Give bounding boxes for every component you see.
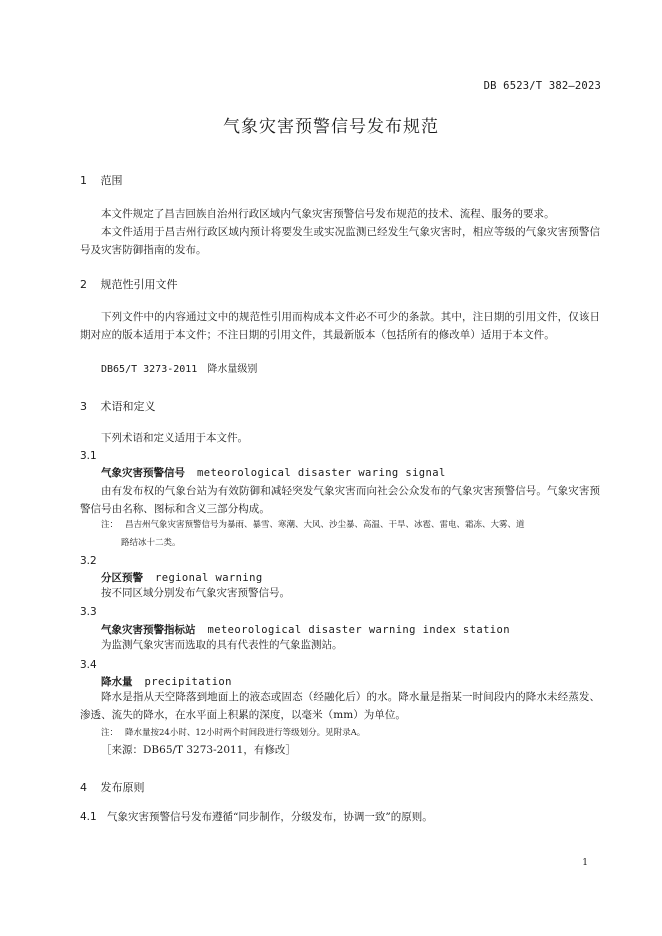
section-number: 1: [80, 174, 87, 187]
section-2-heading: [80, 276, 178, 292]
section-title: 发布原则: [100, 781, 145, 794]
section-4-heading: [80, 779, 145, 795]
section-title: 术语和定义: [100, 400, 156, 413]
term-3-2-definition: 按不同区域分别发布气象灾害预警信号。: [101, 587, 290, 599]
note-text: 降水量按24小时、12小时两个时间段进行等级划分。见附录A。: [125, 728, 366, 738]
note-label: 注：: [101, 728, 119, 738]
page-number: 1: [582, 858, 588, 868]
section-title: 规范性引用文件: [100, 278, 178, 291]
note-text-line-1: 昌吉州气象灾害预警信号为暴雨、暴雪、寒潮、大风、沙尘暴、高温、干旱、冰雹、雷电、霜冻、大雾、道: [125, 520, 525, 530]
section-2-paragraph-1: 下列文件中的内容通过文中的规范性引用而构成本文件必不可少的条款。其中，注日期的引用文件，仅该日期对应的版本适用于本文件；不注日期的引用文件，其最新版本（包括所有的修改单）适用于本文件。: [80, 311, 600, 341]
section-1-paragraph-1: 本文件规定了昌吉回族自治州行政区域内气象灾害预警信号发布规范的技术、流程、服务的要求。: [101, 208, 555, 220]
section-number: 2: [80, 278, 87, 291]
clause-4-1-number: 4.1: [80, 811, 97, 823]
term-3-2: [101, 570, 263, 585]
term-3-4: [101, 674, 232, 689]
term-3-4-number: 3.4: [80, 659, 97, 671]
term-name-en: regional warning: [155, 572, 263, 584]
term-3-1-definition: 由有发布权的气象台站为有效防御和减轻突发气象灾害而向社会公众发布的气象灾害预警信号。气象灾害预警信号由名称、图标和含义三部分构成。: [80, 485, 600, 515]
clause-4-1-text: 气象灾害预警信号发布遵循“同步制作，分级发布，协调一致”的原则。: [107, 811, 433, 823]
term-name-en: meteorological disaster warning index station: [207, 624, 510, 636]
note-text-line-2: 路结冰十二类。: [121, 538, 181, 548]
document-title: 气象灾害预警信号发布规范: [223, 117, 439, 137]
term-3-3-definition: 为监测气象灾害而选取的具有代表性的气象监测站。: [101, 639, 343, 651]
term-3-1-number: 3.1: [80, 450, 97, 462]
term-name-zh: 降水量: [101, 676, 133, 688]
term-name-zh: 气象灾害预警信号: [101, 467, 185, 479]
term-3-4-note: [101, 724, 601, 742]
term-3-3-number: 3.3: [80, 606, 97, 618]
term-name-en: precipitation: [144, 676, 232, 688]
term-name-zh: 气象灾害预警指标站: [101, 624, 196, 636]
section-1-heading: [80, 172, 123, 188]
term-name-zh: 分区预警: [101, 572, 143, 584]
section-3-intro: 下列术语和定义适用于本文件。: [101, 432, 248, 444]
section-title: 范围: [100, 174, 123, 187]
section-number: 3: [80, 400, 87, 413]
normative-reference: DB65/T 3273-2011 降水量级别: [101, 364, 258, 375]
term-3-4-definition: 降水是指从天空降落到地面上的液态或固态（经融化后）的水。降水量是指某一时间段内的降水未经蒸发、渗透、流失的降水，在水平面上积累的深度，以毫米（mm）为单位。: [80, 691, 600, 721]
term-3-2-number: 3.2: [80, 555, 97, 567]
section-number: 4: [80, 781, 87, 794]
note-label: 注：: [101, 520, 119, 530]
term-3-4-source: ［来源：DB65/T 3273-2011，有修改］: [101, 744, 296, 756]
section-3-heading: [80, 398, 156, 414]
term-3-1-note: [101, 516, 601, 552]
term-name-en: meteorological disaster waring signal: [197, 467, 446, 479]
section-1-paragraph-2: 本文件适用于昌吉州行政区域内预计将要发生或实况监测已经发生气象灾害时，相应等级的气象灾害预警信号及灾害防御指南的发布。: [80, 226, 600, 256]
document-code: DB 6523/T 382—2023: [483, 80, 601, 92]
term-3-1: [101, 465, 446, 480]
term-3-3: [101, 622, 510, 637]
